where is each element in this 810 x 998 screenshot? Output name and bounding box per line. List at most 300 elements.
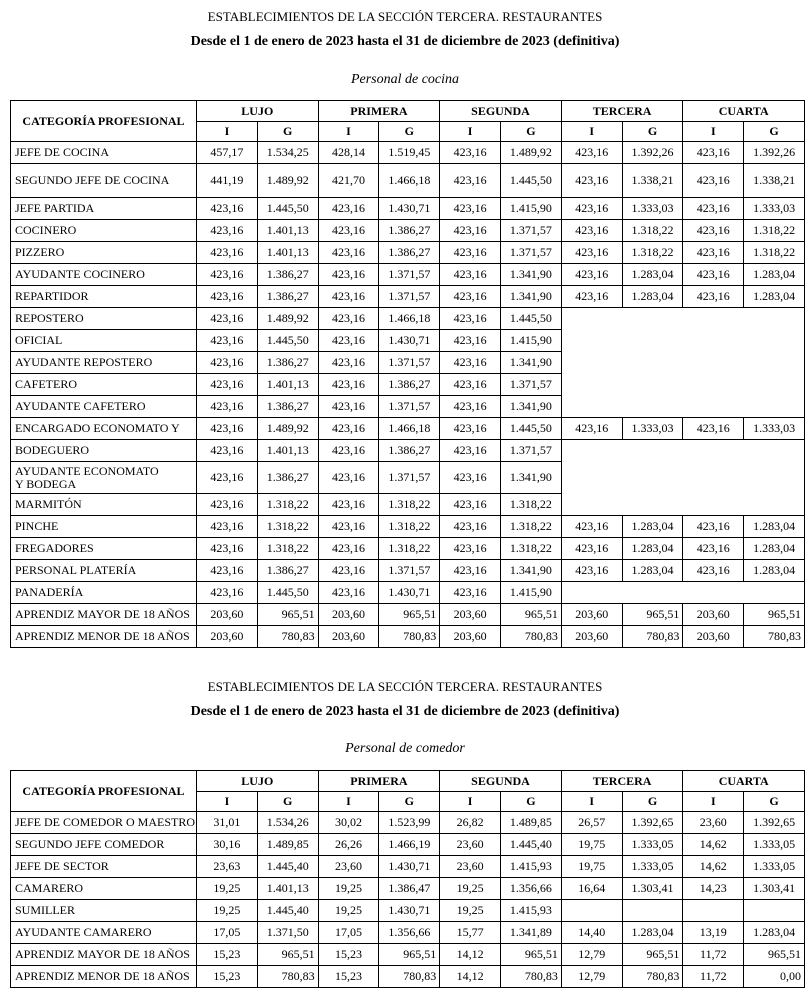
value-cell: 17,05 (197, 922, 258, 944)
table-row (11, 626, 805, 648)
header-category: CATEGORÍA PROFESIONAL (11, 101, 197, 142)
value-cell: 423,16 (318, 308, 379, 330)
comedor-salary-table (10, 770, 805, 988)
value-cell: 12,79 (561, 966, 622, 988)
value-cell: 423,16 (561, 538, 622, 560)
value-cell: 1.303,41 (622, 878, 683, 900)
value-cell: 1.333,03 (622, 198, 683, 220)
category-cell: FREGADORES (11, 538, 197, 560)
category-cell: SUMILLER (11, 900, 197, 922)
value-cell: 1.371,57 (379, 264, 440, 286)
value-cell: 1.283,04 (622, 264, 683, 286)
value-cell: 14,12 (440, 944, 501, 966)
value-cell: 423,16 (561, 142, 622, 164)
value-cell: 19,25 (197, 900, 258, 922)
value-cell: 423,16 (318, 330, 379, 352)
value-cell: 423,16 (197, 374, 258, 396)
value-cell: 423,16 (440, 164, 501, 198)
value-cell: 423,16 (318, 462, 379, 494)
value-cell: 15,77 (440, 922, 501, 944)
value-cell: 423,16 (318, 440, 379, 462)
value-cell: 1.318,22 (379, 516, 440, 538)
value-cell: 965,51 (379, 604, 440, 626)
value-cell: 1.371,57 (379, 352, 440, 374)
value-cell: 423,16 (197, 242, 258, 264)
value-cell: 1.392,26 (622, 142, 683, 164)
value-cell: 423,16 (440, 142, 501, 164)
header-sub-g: G (622, 792, 683, 812)
value-cell: 423,16 (683, 164, 744, 198)
value-cell: 1.415,90 (501, 582, 562, 604)
category-cell: JEFE DE COCINA (11, 142, 197, 164)
value-cell: 203,60 (197, 604, 258, 626)
table-row (11, 856, 805, 878)
section2-period: Desde el 1 de enero de 2023 hasta el 31 de diciembre de 2023 (definitiva) (190, 704, 620, 719)
value-cell (561, 900, 622, 922)
value-cell: 19,25 (440, 900, 501, 922)
value-cell: 421,70 (318, 164, 379, 198)
value-cell: 1.466,18 (379, 308, 440, 330)
value-cell: 23,60 (318, 856, 379, 878)
value-cell: 1.371,57 (501, 440, 562, 462)
value-cell: 14,12 (440, 966, 501, 988)
cocina-salary-table (10, 100, 805, 648)
value-cell: 1.283,04 (744, 560, 805, 582)
table-row (11, 164, 805, 198)
value-cell: 1.401,13 (257, 374, 318, 396)
value-cell: 1.445,40 (257, 856, 318, 878)
value-cell: 965,51 (501, 604, 562, 626)
value-cell: 965,51 (622, 604, 683, 626)
value-cell: 1.489,92 (501, 142, 562, 164)
value-cell: 428,14 (318, 142, 379, 164)
value-cell: 423,16 (318, 396, 379, 418)
header-group-tercera: TERCERA (561, 771, 683, 792)
value-cell: 1.392,65 (622, 812, 683, 834)
value-cell: 1.401,13 (257, 878, 318, 900)
value-cell: 1.445,40 (501, 834, 562, 856)
value-cell: 1.489,85 (257, 834, 318, 856)
value-cell: 1.333,05 (622, 834, 683, 856)
value-cell: 423,16 (318, 198, 379, 220)
category-cell: PERSONAL PLATERÍA (11, 560, 197, 582)
value-cell: 1.318,22 (379, 538, 440, 560)
value-cell: 1.523,99 (379, 812, 440, 834)
value-cell: 1.338,21 (744, 164, 805, 198)
value-cell: 1.386,27 (379, 242, 440, 264)
value-cell: 423,16 (561, 418, 622, 440)
section2-subtitle: Personal de comedor (345, 741, 465, 756)
value-cell: 19,25 (318, 900, 379, 922)
value-cell: 14,62 (683, 856, 744, 878)
value-cell: 423,16 (318, 374, 379, 396)
value-cell: 1.445,50 (501, 308, 562, 330)
value-cell: 423,16 (197, 352, 258, 374)
value-cell: 15,23 (197, 966, 258, 988)
value-cell: 1.283,04 (622, 538, 683, 560)
value-cell (744, 900, 805, 922)
value-cell: 1.415,90 (501, 330, 562, 352)
table-row (11, 878, 805, 900)
table-row (11, 286, 805, 308)
value-cell: 1.371,57 (379, 286, 440, 308)
table-row (11, 308, 805, 330)
value-cell: 457,17 (197, 142, 258, 164)
value-cell: 26,82 (440, 812, 501, 834)
table-row (11, 142, 805, 164)
value-cell: 19,25 (440, 878, 501, 900)
table-row (11, 560, 805, 582)
value-cell: 1.283,04 (622, 560, 683, 582)
value-cell: 1.318,22 (744, 242, 805, 264)
value-cell: 423,16 (197, 286, 258, 308)
value-cell: 423,16 (561, 264, 622, 286)
value-cell: 423,16 (197, 462, 258, 494)
header-sub-i: I (683, 122, 744, 142)
value-cell: 1.283,04 (744, 516, 805, 538)
value-cell: 23,60 (440, 856, 501, 878)
value-cell: 1.445,40 (257, 900, 318, 922)
value-cell: 1.283,04 (622, 516, 683, 538)
category-cell: MARMITÓN (11, 494, 197, 516)
value-cell: 1.318,22 (501, 538, 562, 560)
value-cell: 1.415,93 (501, 900, 562, 922)
value-cell: 423,16 (440, 494, 501, 516)
value-cell: 1.283,04 (622, 286, 683, 308)
value-cell: 30,02 (318, 812, 379, 834)
value-cell: 965,51 (257, 604, 318, 626)
value-cell: 965,51 (257, 944, 318, 966)
value-cell: 15,23 (197, 944, 258, 966)
value-cell: 1.489,92 (257, 308, 318, 330)
value-cell: 965,51 (622, 944, 683, 966)
table-row (11, 922, 805, 944)
category-cell: COCINERO (11, 220, 197, 242)
value-cell: 1.392,65 (744, 812, 805, 834)
value-cell: 965,51 (501, 944, 562, 966)
category-cell: CAFETERO (11, 374, 197, 396)
value-cell: 423,16 (318, 494, 379, 516)
header-group-lujo: LUJO (197, 771, 319, 792)
value-cell: 423,16 (440, 352, 501, 374)
header-group-cuarta: CUARTA (683, 771, 805, 792)
value-cell: 423,16 (197, 418, 258, 440)
value-cell: 1.341,90 (501, 462, 562, 494)
value-cell: 1.318,22 (501, 516, 562, 538)
value-cell: 26,57 (561, 812, 622, 834)
value-cell: 1.341,90 (501, 264, 562, 286)
value-cell: 423,16 (440, 418, 501, 440)
value-cell: 441,19 (197, 164, 258, 198)
value-cell (622, 900, 683, 922)
value-cell: 1.356,66 (379, 922, 440, 944)
category-label: AYUDANTE ECONOMATO (15, 463, 159, 478)
header-sub-g: G (744, 122, 805, 142)
value-cell: 423,16 (683, 142, 744, 164)
value-cell: 1.318,22 (257, 538, 318, 560)
value-cell: 423,16 (318, 286, 379, 308)
value-cell: 23,60 (683, 812, 744, 834)
value-cell: 1.386,27 (257, 560, 318, 582)
table-row (11, 604, 805, 626)
value-cell (683, 900, 744, 922)
value-cell: 1.371,57 (379, 560, 440, 582)
value-cell: 19,25 (197, 878, 258, 900)
value-cell: 1.445,50 (257, 198, 318, 220)
header-group-cuarta: CUARTA (683, 101, 805, 122)
header-category: CATEGORÍA PROFESIONAL (11, 771, 197, 812)
value-cell: 1.445,50 (257, 582, 318, 604)
value-cell: 423,16 (683, 516, 744, 538)
table-row (11, 242, 805, 264)
value-cell: 423,16 (440, 374, 501, 396)
value-cell: 1.333,03 (744, 198, 805, 220)
value-cell: 26,26 (318, 834, 379, 856)
table-row (11, 440, 805, 462)
header-row-groups (11, 771, 805, 792)
value-cell: 16,64 (561, 878, 622, 900)
value-cell: 423,16 (683, 264, 744, 286)
value-cell: 17,05 (318, 922, 379, 944)
value-cell: 423,16 (197, 516, 258, 538)
value-cell: 23,60 (440, 834, 501, 856)
value-cell: 1.333,05 (622, 856, 683, 878)
value-cell: 14,40 (561, 922, 622, 944)
value-cell: 1.466,18 (379, 418, 440, 440)
value-cell: 780,83 (744, 626, 805, 648)
category-cell: AYUDANTE CAFETERO (11, 396, 197, 418)
value-cell: 0,00 (744, 966, 805, 988)
value-cell: 19,75 (561, 856, 622, 878)
value-cell: 423,16 (561, 286, 622, 308)
value-cell: 423,16 (197, 582, 258, 604)
category-cell: BODEGUERO (11, 440, 197, 462)
value-cell: 1.283,04 (744, 286, 805, 308)
value-cell: 423,16 (440, 516, 501, 538)
value-cell: 423,16 (683, 242, 744, 264)
value-cell: 1.283,04 (744, 264, 805, 286)
value-cell: 780,83 (622, 966, 683, 988)
category-cell: PINCHE (11, 516, 197, 538)
header-sub-i: I (440, 792, 501, 812)
category-cell: JEFE DE SECTOR (11, 856, 197, 878)
value-cell: 780,83 (379, 966, 440, 988)
category-cell: JEFE DE COMEDOR O MAESTRO (11, 812, 197, 834)
value-cell: 423,16 (197, 396, 258, 418)
value-cell: 1.401,13 (257, 440, 318, 462)
value-cell: 203,60 (440, 626, 501, 648)
value-cell: 423,16 (318, 560, 379, 582)
header-sub-g: G (257, 122, 318, 142)
empty-merged-cell (561, 308, 804, 418)
value-cell: 1.386,27 (379, 440, 440, 462)
category-cell: AYUDANTE REPOSTERO (11, 352, 197, 374)
value-cell: 1.318,22 (257, 494, 318, 516)
header-sub-i: I (197, 792, 258, 812)
value-cell: 1.392,26 (744, 142, 805, 164)
value-cell: 30,16 (197, 834, 258, 856)
value-cell: 1.386,47 (379, 878, 440, 900)
value-cell: 423,16 (440, 242, 501, 264)
value-cell: 1.466,19 (379, 834, 440, 856)
value-cell: 1.430,71 (379, 582, 440, 604)
value-cell: 780,83 (257, 966, 318, 988)
value-cell: 1.386,27 (379, 374, 440, 396)
value-cell: 1.519,45 (379, 142, 440, 164)
value-cell: 1.341,90 (501, 286, 562, 308)
header-sub-g: G (257, 792, 318, 812)
value-cell: 423,16 (440, 198, 501, 220)
header-sub-i: I (561, 792, 622, 812)
header-sub-i: I (197, 122, 258, 142)
value-cell: 1.430,71 (379, 330, 440, 352)
value-cell: 780,83 (501, 626, 562, 648)
header-group-primera: PRIMERA (318, 771, 440, 792)
value-cell: 1.318,22 (744, 220, 805, 242)
table-row (11, 944, 805, 966)
value-cell: 1.341,90 (501, 352, 562, 374)
section1-period: Desde el 1 de enero de 2023 hasta el 31 de diciembre de 2023 (definitiva) (190, 34, 620, 49)
value-cell: 423,16 (561, 220, 622, 242)
value-cell: 203,60 (561, 626, 622, 648)
table-row (11, 812, 805, 834)
value-cell: 423,16 (561, 560, 622, 582)
category-cell: SEGUNDO JEFE DE COCINA (11, 164, 197, 198)
value-cell: 1.534,26 (257, 812, 318, 834)
value-cell: 23,63 (197, 856, 258, 878)
value-cell: 423,16 (440, 264, 501, 286)
value-cell: 203,60 (318, 604, 379, 626)
value-cell: 1.386,27 (257, 286, 318, 308)
value-cell: 1.283,04 (622, 922, 683, 944)
value-cell: 1.283,04 (744, 922, 805, 944)
empty-merged-cell (561, 582, 804, 604)
table-row (11, 220, 805, 242)
table-row (11, 198, 805, 220)
value-cell: 1.430,71 (379, 856, 440, 878)
header-sub-g: G (744, 792, 805, 812)
value-cell: 780,83 (501, 966, 562, 988)
value-cell: 1.341,90 (501, 560, 562, 582)
value-cell: 203,60 (318, 626, 379, 648)
value-cell: 1.371,57 (379, 396, 440, 418)
category-cell (11, 462, 197, 494)
value-cell: 423,16 (440, 396, 501, 418)
value-cell: 423,16 (197, 308, 258, 330)
value-cell: 423,16 (318, 582, 379, 604)
value-cell: 14,23 (683, 878, 744, 900)
value-cell: 423,16 (440, 220, 501, 242)
value-cell: 19,25 (318, 878, 379, 900)
section1-subtitle: Personal de cocina (350, 72, 460, 87)
value-cell: 1.430,71 (379, 900, 440, 922)
value-cell: 1.445,50 (501, 418, 562, 440)
header-sub-i: I (683, 792, 744, 812)
value-cell: 965,51 (744, 604, 805, 626)
value-cell: 423,16 (561, 164, 622, 198)
value-cell: 423,16 (683, 220, 744, 242)
value-cell: 423,16 (440, 308, 501, 330)
value-cell: 1.356,66 (501, 878, 562, 900)
value-cell: 1.318,22 (501, 494, 562, 516)
value-cell: 423,16 (683, 198, 744, 220)
value-cell: 1.489,92 (257, 418, 318, 440)
value-cell: 423,16 (440, 462, 501, 494)
value-cell: 1.338,21 (622, 164, 683, 198)
category-cell: CAMARERO (11, 878, 197, 900)
value-cell: 423,16 (197, 538, 258, 560)
value-cell: 423,16 (683, 560, 744, 582)
value-cell: 423,16 (440, 560, 501, 582)
header-group-primera: PRIMERA (318, 101, 440, 122)
header-group-segunda: SEGUNDA (440, 771, 562, 792)
value-cell: 423,16 (197, 560, 258, 582)
value-cell: 14,62 (683, 834, 744, 856)
value-cell: 1.371,50 (257, 922, 318, 944)
header-group-lujo: LUJO (197, 101, 319, 122)
header-sub-g: G (501, 122, 562, 142)
value-cell: 423,16 (197, 494, 258, 516)
value-cell: 1.401,13 (257, 242, 318, 264)
category-cell: REPARTIDOR (11, 286, 197, 308)
category-cell: OFICIAL (11, 330, 197, 352)
value-cell: 423,16 (318, 418, 379, 440)
value-cell: 423,16 (561, 242, 622, 264)
value-cell: 780,83 (379, 626, 440, 648)
value-cell: 1.333,03 (622, 418, 683, 440)
table-row (11, 538, 805, 560)
value-cell: 1.318,22 (379, 494, 440, 516)
value-cell: 1.303,41 (744, 878, 805, 900)
value-cell: 423,16 (440, 330, 501, 352)
value-cell: 1.333,03 (744, 418, 805, 440)
value-cell: 1.371,57 (379, 462, 440, 494)
value-cell: 1.415,93 (501, 856, 562, 878)
header-sub-g: G (379, 792, 440, 812)
category-cell: PANADERÍA (11, 582, 197, 604)
category-cell: AYUDANTE COCINERO (11, 264, 197, 286)
table-row (11, 264, 805, 286)
value-cell: 203,60 (440, 604, 501, 626)
value-cell: 423,16 (197, 220, 258, 242)
value-cell: 11,72 (683, 966, 744, 988)
header-sub-i: I (318, 122, 379, 142)
section1-title: ESTABLECIMIENTOS DE LA SECCIÓN TERCERA. RESTAURANTES (207, 9, 603, 24)
value-cell: 1.430,71 (379, 198, 440, 220)
value-cell: 780,83 (622, 626, 683, 648)
value-cell: 1.333,05 (744, 834, 805, 856)
value-cell: 1.318,22 (622, 242, 683, 264)
value-cell: 203,60 (683, 626, 744, 648)
value-cell: 1.489,85 (501, 812, 562, 834)
value-cell: 1.283,04 (744, 538, 805, 560)
table-row (11, 516, 805, 538)
value-cell: 1.318,22 (257, 516, 318, 538)
value-cell: 423,16 (197, 440, 258, 462)
table-row (11, 966, 805, 988)
value-cell: 965,51 (744, 944, 805, 966)
value-cell: 1.466,18 (379, 164, 440, 198)
value-cell: 31,01 (197, 812, 258, 834)
value-cell: 1.445,50 (501, 164, 562, 198)
category-cell: APRENDIZ MENOR DE 18 AÑOS (11, 626, 197, 648)
header-sub-i: I (440, 122, 501, 142)
header-row-groups (11, 101, 805, 122)
value-cell: 423,16 (318, 538, 379, 560)
value-cell: 423,16 (197, 264, 258, 286)
empty-merged-cell (561, 440, 804, 516)
value-cell: 423,16 (440, 286, 501, 308)
